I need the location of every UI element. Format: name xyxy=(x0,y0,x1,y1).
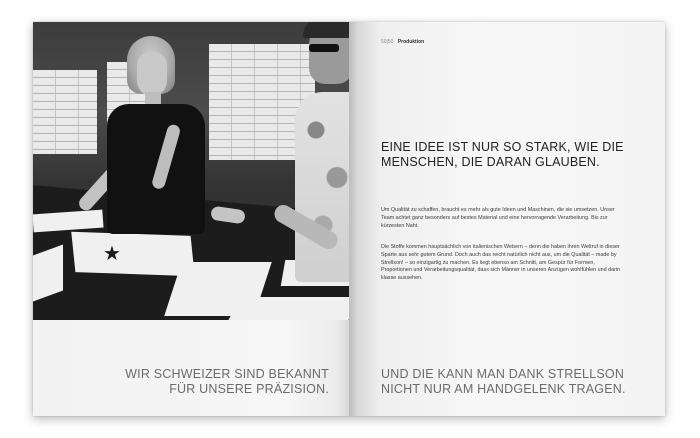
headline-line: MENSCHEN, DIE DARAN GLAUBEN. xyxy=(381,155,600,169)
page-header xyxy=(381,39,424,45)
left-caption xyxy=(125,367,329,397)
left-caption-line: FÜR UNSERE PRÄZISION. xyxy=(169,382,329,396)
right-caption xyxy=(381,367,626,397)
headline-line: EINE IDEE IST NUR SO STARK, WIE DIE xyxy=(381,140,624,154)
wall-chart xyxy=(33,70,97,154)
brochure-spread xyxy=(33,22,665,416)
left-page xyxy=(33,22,349,416)
man-torso xyxy=(295,92,349,282)
left-caption-line: WIR SCHWEIZER SIND BEKANNT xyxy=(125,367,329,381)
production-photo xyxy=(33,22,349,320)
woman-face xyxy=(137,52,167,96)
fabric-piece xyxy=(71,232,195,277)
body-paragraph: Um Qualität zu schaffen, braucht es mehr als gute Ideen und Maschinen, die sie umsetzen. Unser Team achtet ganz besonders auf bestes Material und eine hervorragende Verarbeitung. Bis zur kürzesten Naht. xyxy=(381,207,615,229)
fabric-piece xyxy=(224,297,349,320)
man-glasses xyxy=(309,44,339,52)
headline xyxy=(381,140,641,170)
right-caption-line: UND DIE KANN MAN DANK STRELLSON xyxy=(381,367,625,381)
page-number: 50|50 xyxy=(381,39,394,45)
section-title: Produktion xyxy=(397,39,425,45)
right-page xyxy=(349,22,665,416)
right-caption-line: NICHT NUR AM HANDGELENK TRAGEN. xyxy=(381,382,626,396)
body-paragraph: Die Stoffe kommen hauptsächlich von italienischen Webern – denn die haben ihren Weltruf in dieser Sparte aus sehr gutem Grund. Doch auch das reicht natürlich nicht aus, um die Qualität – made by Strellson! – so einzigartig zu machen. Es liegt ebenso am Schnitt, am Gespür für Formen, Proportionen und Verarbeitungsqualität, dass sich Männer in unseren Anzügen wohlfühlen und darin klasse aussehen. xyxy=(381,244,621,282)
star-shape-icon: ★ xyxy=(103,243,121,265)
man-cap xyxy=(303,22,349,38)
